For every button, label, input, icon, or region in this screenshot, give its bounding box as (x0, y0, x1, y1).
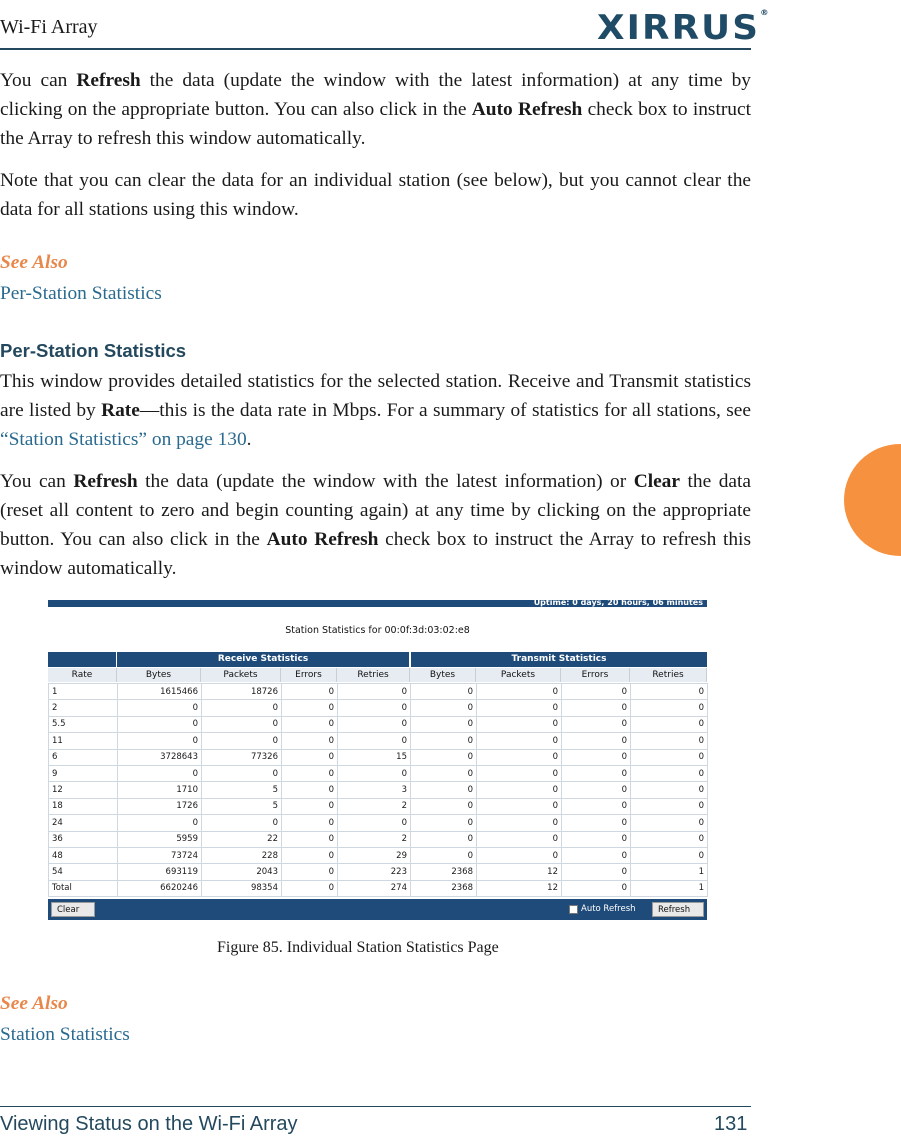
stat-cell: 29 (338, 847, 411, 863)
stat-cell: 0 (477, 847, 562, 863)
footer-section-title: Viewing Status on the Wi-Fi Array (0, 1113, 298, 1135)
section-heading-per-station-statistics: Per-Station Statistics (0, 340, 187, 361)
table-row (49, 880, 708, 896)
figure-title: Station Statistics for 00:0f:3d:03:02:e8 (285, 625, 470, 636)
stat-cell: 2368 (411, 864, 477, 880)
stat-cell: 0 (631, 684, 708, 700)
stat-cell: 0 (631, 716, 708, 732)
stat-cell: 0 (118, 765, 202, 781)
stat-cell: 274 (338, 880, 411, 896)
stat-cell: 0 (282, 716, 338, 732)
col-header-tx-packets: Packets (476, 668, 561, 682)
paragraph-per-station-refresh: You can Refresh the data (update the window with the latest information) or Clear the data (reset all content to zero and begin counting again) at any time by clicking on the appropriate button. You can also click in the Auto Refresh check box to instruct the Array to refresh this window automatically. (0, 471, 751, 579)
see-also-link-station-statistics[interactable]: Station Statistics (0, 1024, 130, 1045)
stat-cell: 0 (562, 765, 631, 781)
figure-caption: Figure 85. Individual Station Statistics Page (217, 939, 499, 956)
stat-cell: 3 (338, 782, 411, 798)
rate-cell: 6 (49, 749, 118, 765)
stat-cell: 0 (282, 700, 338, 716)
stat-cell: 0 (631, 765, 708, 781)
table-row (49, 831, 708, 847)
col-header-rate: Rate (48, 668, 117, 682)
stat-cell: 0 (562, 831, 631, 847)
stat-cell: 0 (631, 815, 708, 831)
rate-cell: 5.5 (49, 716, 118, 732)
see-also-heading-2: See Also (0, 993, 68, 1014)
stat-cell: 0 (411, 684, 477, 700)
table-row (49, 749, 708, 765)
stat-cell: 5 (202, 798, 282, 814)
stat-cell: 6620246 (118, 880, 202, 896)
station-statistics-page-link[interactable]: “Station Statistics” on page 130 (0, 429, 247, 450)
stat-cell: 0 (411, 749, 477, 765)
station-statistics-rows (49, 684, 708, 897)
paragraph-refresh: You can Refresh the data (update the window with the latest information) at any time by clicking on the appropriate button. You can also click in the Auto Refresh check box to instruct the Array to refresh this window automatically. (0, 70, 752, 149)
table-row (49, 716, 708, 732)
stat-cell: 0 (338, 716, 411, 732)
stat-cell: 0 (118, 815, 202, 831)
stat-cell: 0 (411, 782, 477, 798)
stat-cell: 0 (282, 765, 338, 781)
rate-cell: 12 (49, 782, 118, 798)
stat-cell: 223 (338, 864, 411, 880)
stat-cell: 0 (338, 700, 411, 716)
stat-cell: 1 (631, 864, 708, 880)
rate-cell: 1 (49, 684, 118, 700)
stat-cell: 1 (631, 880, 708, 896)
stat-cell: 0 (562, 880, 631, 896)
stat-cell: 0 (562, 684, 631, 700)
stat-cell: 1615466 (118, 684, 202, 700)
stat-cell: 18726 (202, 684, 282, 700)
paragraph-per-station-intro: This window provides detailed statistics for the selected station. Receive and Transmit statistics are listed by Rate—this is the data rate in Mbps. For a summary of statistics for all stations, see “Station Statistics” on page 130. (0, 371, 751, 450)
stat-cell: 0 (631, 798, 708, 814)
stat-cell: 22 (202, 831, 282, 847)
col-header-tx-retries: Retries (630, 668, 707, 682)
table-row (49, 782, 708, 798)
stat-cell: 0 (338, 765, 411, 781)
stat-cell: 0 (562, 749, 631, 765)
stat-cell: 0 (411, 831, 477, 847)
stat-cell: 0 (477, 782, 562, 798)
stat-cell: 12 (477, 864, 562, 880)
stat-cell: 0 (118, 733, 202, 749)
stat-cell: 0 (562, 700, 631, 716)
stat-cell: 0 (202, 815, 282, 831)
station-statistics-figure (48, 600, 707, 920)
footer-rule (0, 1106, 751, 1107)
stat-cell: 0 (631, 700, 708, 716)
stat-cell: 0 (202, 716, 282, 732)
stat-cell: 0 (477, 684, 562, 700)
stat-cell: 0 (631, 782, 708, 798)
col-header-tx-bytes: Bytes (410, 668, 476, 682)
col-header-rx-retries: Retries (337, 668, 410, 682)
station-statistics-table (48, 683, 708, 897)
stat-cell: 0 (282, 782, 338, 798)
stat-cell: 77326 (202, 749, 282, 765)
stat-cell: 0 (631, 847, 708, 863)
header-rule (0, 48, 751, 50)
stat-cell: 0 (631, 831, 708, 847)
stat-cell: 228 (202, 847, 282, 863)
stat-cell: 0 (477, 716, 562, 732)
stat-cell: 0 (202, 733, 282, 749)
stat-cell: 98354 (202, 880, 282, 896)
stat-cell: 0 (411, 847, 477, 863)
rate-cell: Total (49, 880, 118, 896)
rate-group-spacer (48, 652, 116, 667)
stat-cell: 0 (411, 765, 477, 781)
transmit-statistics-header: Transmit Statistics (411, 652, 707, 667)
stat-cell: 2368 (411, 880, 477, 896)
stat-cell: 0 (562, 847, 631, 863)
stat-cell: 0 (282, 684, 338, 700)
rate-cell: 24 (49, 815, 118, 831)
stat-cell: 0 (562, 815, 631, 831)
stat-cell: 12 (477, 880, 562, 896)
uptime-text: Uptime: 0 days, 20 hours, 06 minutes (533, 598, 703, 607)
stat-cell: 2 (338, 831, 411, 847)
auto-refresh-checkbox[interactable] (569, 905, 578, 914)
stat-cell: 0 (282, 798, 338, 814)
rate-cell: 2 (49, 700, 118, 716)
stat-cell: 0 (562, 716, 631, 732)
stat-cell: 0 (562, 733, 631, 749)
stat-cell: 0 (282, 847, 338, 863)
receive-statistics-header: Receive Statistics (117, 652, 409, 667)
stat-cell: 0 (562, 798, 631, 814)
stat-cell: 1710 (118, 782, 202, 798)
stat-cell: 2 (338, 798, 411, 814)
page-number: 131 (714, 1113, 748, 1135)
table-row (49, 700, 708, 716)
stat-cell: 0 (282, 749, 338, 765)
see-also-link-per-station[interactable]: Per-Station Statistics (0, 283, 162, 304)
chapter-tab-marker (844, 444, 901, 556)
stat-cell: 0 (202, 700, 282, 716)
xirrus-logo: XIRRUS® (597, 8, 771, 48)
stat-cell: 0 (477, 700, 562, 716)
table-row (49, 798, 708, 814)
rate-cell: 18 (49, 798, 118, 814)
figure-top-bar (48, 600, 707, 607)
stat-cell: 0 (477, 749, 562, 765)
stat-cell: 0 (411, 815, 477, 831)
rate-cell: 9 (49, 765, 118, 781)
stat-cell: 0 (477, 831, 562, 847)
stat-cell: 0 (338, 733, 411, 749)
stat-cell: 5959 (118, 831, 202, 847)
rate-cell: 11 (49, 733, 118, 749)
table-row (49, 864, 708, 880)
table-row (49, 733, 708, 749)
stat-cell: 0 (411, 798, 477, 814)
stat-cell: 0 (338, 684, 411, 700)
stat-cell: 0 (411, 716, 477, 732)
stat-cell: 0 (477, 765, 562, 781)
stat-cell: 0 (282, 831, 338, 847)
stat-cell: 15 (338, 749, 411, 765)
stat-cell: 0 (411, 733, 477, 749)
table-row (49, 847, 708, 863)
stat-cell: 0 (411, 700, 477, 716)
page-header-title: Wi-Fi Array (0, 16, 98, 38)
stat-cell: 693119 (118, 864, 202, 880)
stat-cell: 0 (477, 798, 562, 814)
stat-cell: 0 (477, 733, 562, 749)
see-also-heading: See Also (0, 252, 68, 273)
auto-refresh-label: Auto Refresh (581, 904, 636, 914)
stat-cell: 5 (202, 782, 282, 798)
stat-cell: 0 (562, 782, 631, 798)
stat-cell: 73724 (118, 847, 202, 863)
stat-cell: 0 (202, 765, 282, 781)
paragraph-clear-note: Note that you can clear the data for an individual station (see below), but you cannot clear the data for all stations using this window. (0, 170, 751, 220)
col-header-rx-errors: Errors (281, 668, 337, 682)
stat-cell: 0 (338, 815, 411, 831)
clear-button[interactable]: Clear (51, 902, 95, 917)
table-row (49, 815, 708, 831)
stat-cell: 0 (631, 733, 708, 749)
stat-cell: 0 (118, 700, 202, 716)
stat-cell: 3728643 (118, 749, 202, 765)
figure-button-bar (48, 899, 707, 920)
rate-cell: 54 (49, 864, 118, 880)
refresh-button[interactable]: Refresh (652, 902, 704, 917)
stat-cell: 1726 (118, 798, 202, 814)
col-header-tx-errors: Errors (561, 668, 630, 682)
stat-cell: 0 (631, 749, 708, 765)
stat-cell: 0 (562, 864, 631, 880)
table-row (49, 684, 708, 700)
stat-cell: 0 (477, 815, 562, 831)
stat-cell: 0 (282, 880, 338, 896)
col-header-rx-packets: Packets (201, 668, 281, 682)
rate-cell: 36 (49, 831, 118, 847)
stat-cell: 0 (118, 716, 202, 732)
col-header-rx-bytes: Bytes (117, 668, 201, 682)
stat-cell: 2043 (202, 864, 282, 880)
stat-cell: 0 (282, 815, 338, 831)
rate-cell: 48 (49, 847, 118, 863)
stat-cell: 0 (282, 733, 338, 749)
stat-cell: 0 (282, 864, 338, 880)
table-row (49, 765, 708, 781)
